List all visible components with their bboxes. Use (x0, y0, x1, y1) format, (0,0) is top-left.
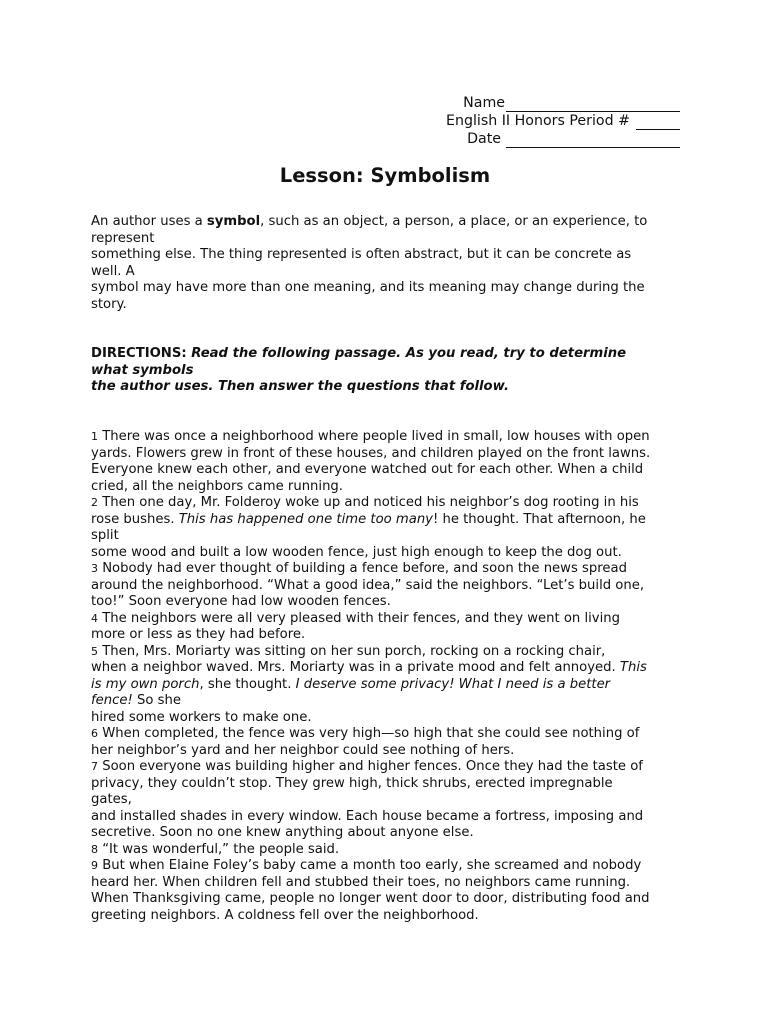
passage-line (91, 759, 691, 776)
paragraph-number: 1 (91, 430, 98, 443)
directions-line (91, 363, 691, 380)
passage-text: There was once a neighborhood where people lived in small, low houses with open (98, 429, 650, 444)
intro-line: story. (91, 296, 127, 312)
name-blank (506, 96, 680, 112)
passage-line: her neighbor’s yard and her neighbor could see nothing of hers. (91, 742, 515, 758)
period-blank (636, 114, 680, 130)
passage-italic: fence! (91, 693, 133, 708)
paragraph-number: 6 (91, 727, 98, 740)
passage-line: heard her. When children fell and stubbed their toes, no neighbors came running. (91, 874, 631, 890)
passage-text: Then, Mrs. Moriarty was sitting on her sun porch, rocking on a rocking chair, (98, 643, 606, 659)
passage-text: Soon everyone was building higher and higher fences. Once they had the taste of (98, 759, 643, 774)
date-blank (506, 132, 680, 148)
student-info-block (400, 94, 680, 148)
course-line (400, 112, 680, 130)
passage-line: around the neighborhood. “What a good idea,” said the neighbors. “Let’s build one, (91, 577, 645, 593)
paragraph-number: 3 (91, 562, 98, 575)
paragraph-number: 8 (91, 842, 98, 856)
passage-line (91, 644, 691, 661)
passage-line: more or less as they had before. (91, 627, 306, 642)
passage-line (91, 495, 691, 512)
intro-text: , such as an object, a person, a place, or an experience, to (260, 214, 648, 229)
passage-text: So she (132, 693, 181, 708)
directions-text: Read the following passage. As you read, try to determine (186, 346, 627, 361)
passage-line: Everyone knew each other, and everyone watched out for each other. When a child (91, 462, 644, 477)
passage-text: When completed, the fence was very high—so high that she could see nothing of (98, 726, 640, 741)
intro-line: symbol may have more than one meaning, and its meaning may change during the (91, 280, 645, 295)
passage-text: The neighbors were all very pleased with their fences, and they went on living (98, 610, 620, 626)
passage-line (91, 429, 691, 446)
passage-text: when a neighbor waved. Mrs. Moriarty was in a private mood and felt annoyed. (91, 660, 620, 675)
directions-line (91, 379, 691, 396)
passage-line: When Thanksgiving came, people no longer went door to door, distributing food and (91, 891, 650, 906)
passage-line: hired some workers to make one. (91, 709, 312, 725)
passage-line (91, 677, 691, 694)
intro-line: well. A (91, 263, 135, 279)
passage-line (91, 512, 691, 529)
passage-italic: is my own porch (91, 676, 200, 692)
passage-line: too!” Soon everyone had low wooden fences. (91, 594, 391, 609)
directions-label: DIRECTIONS: (91, 346, 187, 361)
passage-line: split (91, 528, 119, 543)
passage-text: ! he thought. That afternoon, he (432, 511, 646, 527)
passage-text: But when Elaine Foley’s baby came a month too early, she screamed and nobody (98, 858, 642, 873)
passage-line: some wood and built a low wooden fence, just high enough to keep the dog out. (91, 544, 622, 560)
directions-block (91, 346, 691, 396)
date-label: Date (467, 131, 501, 147)
passage-text: “It was wonderful,” the people said. (98, 841, 340, 857)
passage-line: secretive. Soon no one knew anything about anyone else. (91, 825, 474, 840)
passage-line: gates, (91, 792, 132, 807)
passage-italic: This (619, 660, 647, 675)
passage-text: Then one day, Mr. Folderoy woke up and noticed his neighbor’s dog rooting in his (98, 495, 639, 510)
passage-line: privacy, they couldn’t stop. They grew high, thick shrubs, erected impregnable (91, 775, 613, 791)
reading-passage (91, 429, 691, 924)
page-title: Lesson: Symbolism (279, 164, 491, 187)
passage-text: rose bushes. (91, 511, 179, 527)
passage-text: Nobody had ever thought of building a fence before, and soon the news spread (98, 561, 627, 576)
intro-paragraph (91, 214, 691, 313)
intro-text: An author uses a (91, 214, 207, 229)
passage-line (91, 858, 691, 875)
passage-line (91, 842, 691, 859)
symbol-keyword: symbol (206, 214, 261, 229)
directions-text: the author uses. Then answer the questions that follow. (91, 379, 509, 394)
passage-line: greeting neighbors. A coldness fell over the neighborhood. (91, 907, 479, 923)
name-label: Name (463, 95, 505, 111)
passage-italic: I deserve some privacy! What I need is a better (295, 676, 611, 692)
passage-text: , she thought. (199, 676, 296, 692)
name-line (400, 94, 680, 112)
paragraph-number: 4 (91, 611, 98, 625)
intro-line (91, 214, 691, 231)
passage-line: yards. Flowers grew in front of these houses, and children played on the front lawns. (91, 445, 651, 461)
intro-line: something else. The thing represented is often abstract, but it can be concrete as (91, 247, 632, 262)
passage-line (91, 693, 691, 710)
directions-text: what symbols (91, 362, 194, 378)
passage-line (91, 726, 691, 743)
passage-line: and installed shades in every window. Each house became a fortress, imposing and (91, 808, 644, 824)
passage-line: cried, all the neighbors came running. (91, 478, 343, 494)
intro-line: represent (91, 230, 155, 246)
course-label: English II Honors Period # (445, 113, 630, 129)
passage-italic: This has happened one time too many (178, 511, 433, 527)
passage-line (91, 561, 691, 578)
directions-line (91, 346, 691, 363)
paragraph-number: 5 (91, 644, 98, 658)
paragraph-number: 9 (91, 859, 98, 872)
paragraph-number: 7 (91, 760, 98, 773)
paragraph-number: 2 (91, 496, 98, 509)
date-line (400, 130, 680, 148)
passage-line (91, 611, 691, 628)
passage-line (91, 660, 691, 677)
